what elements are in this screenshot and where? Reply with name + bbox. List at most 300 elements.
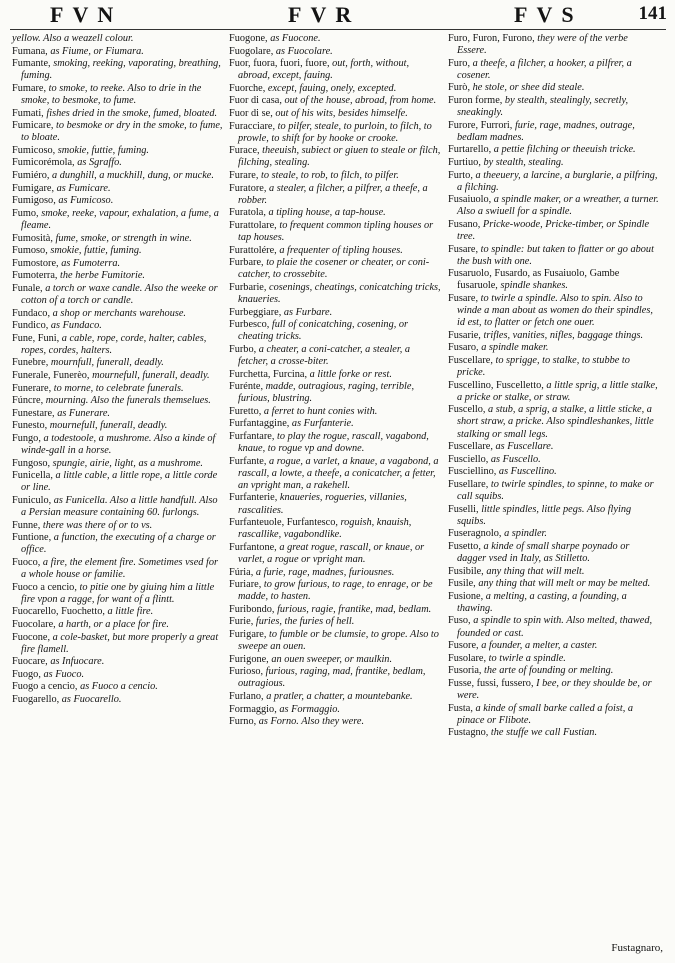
dictionary-entry [448, 566, 660, 578]
entry-definition: a little fire. [107, 606, 154, 618]
dictionary-entry [12, 606, 224, 618]
entry-headword: Fusaiuolo, [448, 194, 492, 206]
entry-definition: an ouen sweeper, or maulkin. [271, 653, 393, 665]
entry-definition: a ferret to hunt conies with. [263, 405, 378, 417]
page-number: 141 [638, 3, 667, 24]
entry-definition: a theeuery, a larcine, a burglarie, a pilfring, a filching. [457, 169, 658, 193]
entry-definition: as Furbare. [283, 306, 333, 318]
entry-headword: Fusarie, [448, 329, 481, 341]
entry-definition: as Forno. Also they were. [258, 716, 365, 728]
entry-headword: Furfantone, [229, 541, 277, 553]
dictionary-entry [229, 406, 441, 418]
entry-headword: Fusaro, [448, 342, 479, 354]
entry-definition: a function, the executing of a charge or office. [21, 532, 216, 556]
entry-headword: Fungo, [12, 433, 41, 444]
entry-headword: Fumo, [12, 207, 39, 219]
dictionary-entry [12, 46, 224, 58]
dictionary-entry [12, 669, 224, 681]
dictionary-entry [229, 369, 441, 381]
entry-definition: as Fiume, or Fiumara. [50, 45, 144, 57]
entry-definition: smokie, futtie, fuming. [57, 144, 150, 156]
catchword: Fustagnaro, [611, 942, 663, 954]
entry-headword: Fúncre, [12, 395, 44, 407]
dictionary-entry [448, 703, 660, 727]
dictionary-entry [448, 479, 660, 503]
dictionary-entry [12, 619, 224, 631]
entry-headword: Fuseragnolo, [448, 528, 502, 540]
entry-headword: Furo, [448, 57, 471, 69]
entry-definition: as Fuscello. [490, 453, 541, 465]
entry-headword: Furtiuo, [448, 156, 481, 168]
entry-headword: Furto, [448, 169, 473, 181]
entry-headword: Furatore, [229, 182, 267, 194]
entry-definition: except, fauing, onely, excepted. [267, 82, 397, 94]
dictionary-entry [448, 541, 660, 565]
dictionary-entry [229, 716, 441, 728]
entry-definition: to smoke, to reeke. Also to drie in the smoke, to besmoke, to fume. [21, 82, 202, 106]
entry-headword: Furetto, [229, 405, 262, 417]
entry-definition: to twirle a spindle. Also to spin. Also to winde a man about as women do their spindles, id est, to flatter or fetch one ouer. [457, 292, 653, 329]
entry-headword: Furchetta, Furcina, [229, 368, 308, 380]
entry-headword: Fuogo a cencio, [12, 681, 78, 693]
entry-definition: as Fuoco. [43, 668, 85, 680]
dictionary-entry [448, 157, 660, 169]
dictionary-entry [448, 591, 660, 615]
dictionary-entry [448, 578, 660, 590]
entry-definition: a kinde of small sharpe poynado or dagger vsed in Italy, as Stilletto. [457, 540, 630, 564]
entry-headword: Fuselli, [448, 503, 479, 515]
dictionary-entry [12, 632, 224, 656]
entry-headword: Furon forme, [448, 94, 503, 106]
entry-headword: Furénte, [229, 381, 264, 393]
dictionary-entry [12, 520, 224, 532]
dictionary-entry [448, 342, 660, 354]
dictionary-entry [448, 95, 660, 119]
entry-definition: cosenings, cheatings, conicatching tricks, knaueries. [238, 281, 441, 305]
dictionary-entry [229, 704, 441, 716]
dictionary-entry [229, 58, 441, 82]
entry-headword: Fumosità, [12, 232, 53, 244]
entry-definition: yellow. Also a weazell colour. [12, 33, 134, 44]
entry-definition: furious, raging, mad, frantike, bedlam, outragious. [238, 666, 426, 690]
entry-headword: Fusetto, [448, 540, 481, 552]
dictionary-entry [229, 344, 441, 368]
entry-headword: Fumigoso, [12, 195, 56, 207]
dictionary-entry [448, 640, 660, 652]
dictionary-entry [229, 654, 441, 666]
entry-definition: out of the house, abroad, from home. [284, 95, 437, 107]
entry-headword: Fusse, fussi, fussero, [448, 677, 534, 689]
header-rule [10, 29, 666, 30]
entry-headword: Fumana, [12, 45, 48, 57]
entry-definition: as Fuocone. [270, 33, 321, 44]
dictionary-entry [448, 528, 660, 540]
entry-definition: smokie, futtie, fuming. [50, 245, 142, 257]
entry-definition: a rogue, a varlet, a knaue, a vagabond, a rascall, a lowte, a theefe, a conicatcher, a fetter, an vpright man, a rakehell. [238, 455, 439, 491]
entry-headword: Fustagno, [448, 727, 489, 739]
entry-headword: Fuscellare, [448, 354, 493, 366]
entry-definition: to spindle: but taken to flatter or go about the bush with one. [457, 243, 654, 267]
entry-definition: mourning. Also the funerals themselues. [45, 395, 211, 407]
entry-definition: mournfull, funerall, deadly. [50, 357, 164, 369]
dictionary-entry [229, 33, 441, 45]
entry-headword: Fusta, [448, 702, 473, 714]
entry-definition: as Fuocarello. [61, 693, 122, 705]
entry-headword: Furigare, [229, 629, 267, 640]
entry-definition: to pitie one by giuing him a little fire vpon a ragge, for want of a flintt. [21, 581, 215, 605]
entry-definition: a spindle to spin with. Also melted, thawed, founded or cast. [457, 615, 653, 639]
dictionary-entry [229, 183, 441, 207]
page-header [0, 0, 675, 30]
entry-headword: Furbo, [229, 343, 257, 355]
entry-definition: a great rogue, rascall, or knaue, or varlet, a rogue or vpright man. [238, 541, 425, 565]
entry-definition: a pettie filching or theeuish tricke. [493, 144, 636, 156]
dictionary-entry [448, 615, 660, 639]
entry-definition: the arte of founding or melting. [484, 665, 614, 677]
entry-definition: to play the rogue, rascall, vagabond, knaue, to rogue vp and downe. [238, 431, 429, 455]
entry-headword: Furace, [229, 145, 260, 157]
dictionary-entry [229, 121, 441, 145]
entry-definition: furies, the furies of hell. [255, 616, 355, 628]
entry-definition: furie, rage, madnes, outrage, bedlam madnes. [457, 119, 635, 143]
entry-definition: by stealth, stealingly, secretly, sneakingly. [457, 94, 629, 119]
entry-definition: as Fundaco. [50, 320, 102, 332]
entry-headword: Fune, Funi, [12, 332, 60, 344]
dictionary-entry [229, 257, 441, 281]
dictionary-entry [229, 542, 441, 566]
entry-headword: Furfanterie, [229, 492, 278, 504]
dictionary-entry [448, 33, 660, 57]
entry-headword: Fumicare, [12, 120, 54, 132]
dictionary-entry [448, 454, 660, 466]
entry-definition: I bee, or they shoulde be, or were. [457, 677, 652, 701]
dictionary-entry [229, 629, 441, 653]
entry-headword: Fusellare, [448, 478, 489, 490]
dictionary-entry [12, 656, 224, 668]
entry-headword: Funerale, Funerèo, [12, 370, 90, 382]
entry-definition: a stealer, a filcher, a pilfrer, a theefe, a robber. [238, 182, 428, 206]
entry-definition: as Fumoterra. [61, 257, 121, 269]
dictionary-entry [12, 283, 224, 307]
dictionary-entry [229, 145, 441, 169]
entry-definition: spindle shankes. [500, 280, 568, 292]
dictionary-entry [229, 567, 441, 579]
entry-headword: Funiculo, [12, 494, 52, 506]
dictionary-entry [12, 170, 224, 182]
dictionary-entry [229, 691, 441, 703]
entry-headword: Fúria, [229, 566, 254, 578]
entry-definition: to sprigge, to stalke, to stubbe to pricke. [457, 354, 630, 379]
dictionary-entry [229, 95, 441, 107]
entry-definition: a spindler. [504, 528, 547, 540]
dictionary-entry [12, 258, 224, 270]
dictionary-entry [229, 381, 441, 405]
dictionary-entry [448, 380, 660, 404]
entry-headword: Furore, Furrori, [448, 119, 513, 131]
entry-headword: Funestare, [12, 407, 55, 419]
entry-definition: a kinde of small barke called a foist, a pinace or Flibote. [457, 702, 634, 726]
entry-headword: Funicella, [12, 470, 53, 482]
entry-definition: full of conicatching, cosening, or cheating tricks. [238, 319, 409, 343]
dictionary-entry [448, 441, 660, 453]
entry-definition: a little forke or rest. [309, 368, 392, 380]
dictionary-entry [12, 470, 224, 494]
entry-headword: Fumiéro, [12, 170, 50, 182]
entry-definition: as Infuocare. [50, 656, 105, 668]
entry-headword: Fumati, [12, 107, 44, 119]
dictionary-entry [12, 681, 224, 693]
entry-headword: Fungoso, [12, 457, 51, 469]
dictionary-entry [229, 456, 441, 492]
entry-definition: a little sprig, a little stalke, a pricke or stalke, or straw. [457, 379, 658, 403]
entry-headword: Furò, [448, 82, 471, 94]
entry-definition: a harth, or a place for fire. [58, 618, 169, 630]
entry-headword: Fuoco, [12, 556, 41, 568]
column-right [448, 33, 660, 740]
entry-definition: to fumble or be clumsie, to grope. Also to sweepe an ouen. [238, 629, 439, 653]
entry-definition: to plaie the cosener or cheater, or coni-catcher, to crossebite. [238, 257, 430, 281]
dictionary-entry [12, 395, 224, 407]
entry-definition: a pratler, a chatter, a mountebanke. [266, 690, 413, 702]
entry-definition: a frequenter of tipling houses. [279, 244, 403, 256]
dictionary-entry [448, 82, 660, 94]
entry-headword: Fuocarello, Fuochetto, [12, 606, 105, 618]
entry-headword: Fundaco, [12, 307, 51, 319]
entry-definition: mournefull, funerall, deadly. [49, 420, 168, 432]
entry-headword: Fusano, [448, 218, 481, 230]
entry-definition: smoking, reeking, vaporating, breathing, fuming. [21, 58, 221, 82]
entry-headword: Fusolare, [448, 652, 487, 664]
dictionary-entry [229, 616, 441, 628]
entry-definition: a cable, rope, corde, halter, cables, ropes, cordes, halters. [21, 332, 207, 356]
entry-headword: Fumoso, [12, 245, 48, 257]
entry-headword: Furibondo, [229, 603, 275, 615]
dictionary-entry [12, 157, 224, 169]
entry-headword: Fusibile, [448, 565, 484, 577]
entry-headword: Fumicoso, [12, 144, 56, 156]
entry-definition: a cole-basket, but more properly a great fire flamell. [21, 631, 219, 655]
dictionary-entry [229, 604, 441, 616]
entry-headword: Fumigare, [12, 182, 55, 194]
entry-headword: Fusciellino, [448, 466, 497, 478]
entry-headword: Fusile, [448, 578, 476, 590]
entry-definition: any thing that will melt. [486, 565, 585, 577]
dictionary-entry [12, 208, 224, 232]
entry-definition: theeuish, subiect or giuen to steale or filch, filching, stealing. [238, 145, 441, 169]
dictionary-entry [448, 120, 660, 144]
dictionary-entry [448, 678, 660, 702]
dictionary-entry [229, 207, 441, 219]
entry-headword: Fuorche, [229, 82, 266, 94]
entry-headword: Funale, [12, 282, 43, 294]
entry-headword: Fuscello, [448, 404, 486, 416]
entry-definition: knaueries, rogueries, villanies, rascalities. [238, 492, 407, 516]
entry-headword: Furioso, [229, 666, 264, 678]
entry-headword: Furbare, [229, 257, 264, 269]
dictionary-entry [12, 582, 224, 606]
column-left [12, 33, 224, 707]
dictionary-entry [448, 194, 660, 218]
entry-definition: mournefull, funerall, deadly. [92, 370, 210, 382]
dictionary-entry [448, 466, 660, 478]
dictionary-entry [12, 420, 224, 432]
column-middle [229, 33, 441, 729]
entry-definition: as Fumicoso. [58, 195, 114, 207]
running-head-left: FVN [50, 2, 123, 27]
entry-definition: a founder, a melter, a caster. [481, 640, 598, 652]
dictionary-entry [229, 319, 441, 343]
entry-headword: Furiare, [229, 579, 262, 591]
dictionary-entry [229, 245, 441, 257]
entry-headword: Funtione, [12, 532, 52, 544]
entry-definition: furious, ragie, frantike, mad, bedlam. [277, 603, 432, 615]
entry-definition: a spindle maker. [481, 342, 549, 354]
dictionary-entry [229, 492, 441, 516]
entry-headword: Fumostore, [12, 257, 59, 269]
dictionary-entry [12, 120, 224, 144]
running-head-right: FVS [514, 2, 583, 27]
entry-headword: Furtarello, [448, 144, 492, 156]
entry-headword: Fuor di casa, [229, 95, 282, 107]
dictionary-entry [12, 308, 224, 320]
entry-definition: fishes dried in the smoke, fumed, bloated. [46, 107, 218, 119]
entry-definition: madde, outragious, raging, terrible, furious, blustring. [238, 381, 415, 405]
entry-headword: Fusaruolo, Fusardo, as Fusaiuolo, Gambe fusaruole, [448, 268, 620, 292]
entry-definition: to twirle spindles, to spinne, to make or call squibs. [457, 478, 654, 502]
entry-headword: Furfante, [229, 455, 267, 467]
dictionary-entry [229, 46, 441, 58]
entry-headword: Furacciare, [229, 120, 276, 132]
entry-definition: to frequent common tipling houses or tap houses. [238, 219, 434, 243]
entry-headword: Fuscellare, [448, 441, 493, 453]
entry-definition: as Fuocolare. [275, 45, 333, 57]
entry-definition: fume, smoke, or strength in wine. [55, 232, 192, 244]
entry-definition: a cheater, a coni-catcher, a stealer, a fetcher, a crosse-biter. [238, 343, 411, 367]
dictionary-entry [448, 665, 660, 677]
dictionary-entry [229, 517, 441, 541]
entry-headword: Fundico, [12, 320, 49, 332]
entry-definition: a tipling house, a tap-house. [268, 207, 386, 219]
entry-definition: trifles, vanities, nifles, baggage things. [483, 329, 644, 341]
entry-definition: he stole, or shee did steale. [472, 82, 585, 94]
dictionary-entry [448, 244, 660, 268]
entry-headword: Fuogolare, [229, 45, 274, 57]
entry-definition: a furie, rage, madnes, furiousnes. [255, 566, 395, 578]
entry-headword: Furno, [229, 716, 257, 728]
entry-headword: Fumare, [12, 82, 47, 94]
entry-headword: Fuscellino, Fuscelletto, [448, 379, 544, 391]
entry-definition: a stub, a sprig, a stalke, a little sticke, a short straw, a pricke. Also spindleshankes, little stalking or small legs. [457, 404, 654, 440]
dictionary-entry [229, 170, 441, 182]
entry-headword: Fusoria, [448, 665, 482, 677]
entry-definition: as Sgraffo. [77, 157, 122, 169]
dictionary-entry [448, 268, 660, 292]
entry-headword: Fuocare, [12, 656, 48, 668]
entry-headword: Furatola, [229, 207, 266, 219]
entry-headword: Fumicorémola, [12, 157, 75, 169]
entry-definition: to besmoke or dry in the smoke, to fume, to bloate. [21, 120, 223, 144]
entry-headword: Fuocolare, [12, 618, 56, 630]
entry-headword: Funebre, [12, 357, 49, 369]
entry-headword: Funerare, [12, 382, 52, 394]
dictionary-entry [12, 694, 224, 706]
entry-definition: Pricke-woode, Pricke-timber, or Spindle tree. [457, 218, 650, 242]
entry-definition: smoke, reeke, vapour, exhalation, a fume, a fleame. [21, 207, 219, 231]
entry-definition: to morne, to celebrate funerals. [53, 382, 184, 394]
entry-definition: a shop or merchants warehouse. [52, 307, 187, 319]
entry-headword: Fusciello, [448, 453, 489, 465]
entry-definition: by stealth, stealing. [483, 156, 564, 168]
entry-headword: Fusare, [448, 292, 479, 304]
entry-definition: to pilfer, steale, to purloin, to filch, to prowle, to shift for by hooke or crooke. [238, 120, 432, 144]
entry-headword: Formaggio, [229, 703, 277, 715]
entry-definition: out of his wits, besides himselfe. [275, 108, 408, 120]
entry-definition: as Furfanterie. [291, 418, 354, 430]
entry-headword: Furbarie, [229, 281, 267, 293]
dictionary-entry [12, 370, 224, 382]
entry-definition: as Funicella. Also a little handfull. Also a Persian measure containing 60. furlongs. [21, 494, 218, 519]
entry-definition: roguish, knauish, rascallike, vagabondlike. [238, 517, 412, 541]
entry-headword: Furfanteuole, Furfantesco, [229, 517, 338, 529]
entry-definition: they were of the verbe Essere. [457, 33, 628, 57]
entry-headword: Fuor di se, [229, 108, 273, 120]
dictionary-entry [12, 458, 224, 470]
dictionary-entry [448, 219, 660, 243]
entry-headword: Furattolare, [229, 219, 277, 231]
dictionary-entry [448, 727, 660, 739]
dictionary-entry [12, 532, 224, 556]
dictionary-entry [12, 270, 224, 282]
dictionary-entry [448, 355, 660, 379]
entry-definition: to grow furious, to rage, to enrage, or be madde, to hasten. [238, 579, 433, 603]
entry-headword: Fusare, [448, 243, 479, 255]
dictionary-entry [229, 108, 441, 120]
entry-definition: there was there of or to vs. [42, 519, 153, 531]
entry-definition: little spindles, little pegs. Also flying squibs. [457, 503, 632, 527]
dictionary-entry [448, 293, 660, 329]
entry-headword: Fumante, [12, 58, 51, 70]
dictionary-entry [448, 144, 660, 156]
entry-definition: a melting, a casting, a founding, a thawing. [457, 590, 627, 614]
entry-headword: Fusione, [448, 590, 484, 602]
entry-headword: Furigone, [229, 653, 269, 665]
dictionary-entry [229, 579, 441, 603]
entry-headword: Funesto, [12, 420, 48, 432]
dictionary-entry [448, 653, 660, 665]
entry-definition: as Funerare. [57, 407, 110, 419]
entry-headword: Furattolére, [229, 244, 277, 256]
entry-headword: Fuogo, [12, 668, 41, 680]
dictionary-entry [229, 666, 441, 690]
dictionary-entry [12, 245, 224, 257]
entry-headword: Furbeggiare, [229, 306, 282, 318]
entry-headword: Funne, [12, 519, 41, 531]
dictionary-entry [12, 183, 224, 195]
dictionary-entry [12, 357, 224, 369]
dictionary-entry [448, 58, 660, 82]
entry-definition: the herbe Fumitorie. [60, 270, 145, 282]
dictionary-entry [12, 495, 224, 519]
entry-definition: a dunghill, a muckhill, dung, or mucke. [52, 170, 214, 182]
entry-headword: Furlano, [229, 690, 264, 702]
dictionary-entry [12, 145, 224, 157]
entry-definition: as Fuscellare. [495, 441, 554, 453]
dictionary-entry [12, 33, 224, 45]
entry-definition: a little cable, a little rope, a little corde or line. [21, 470, 218, 494]
dictionary-entry [229, 282, 441, 306]
entry-headword: Fusore, [448, 640, 479, 652]
dictionary-entry [12, 233, 224, 245]
